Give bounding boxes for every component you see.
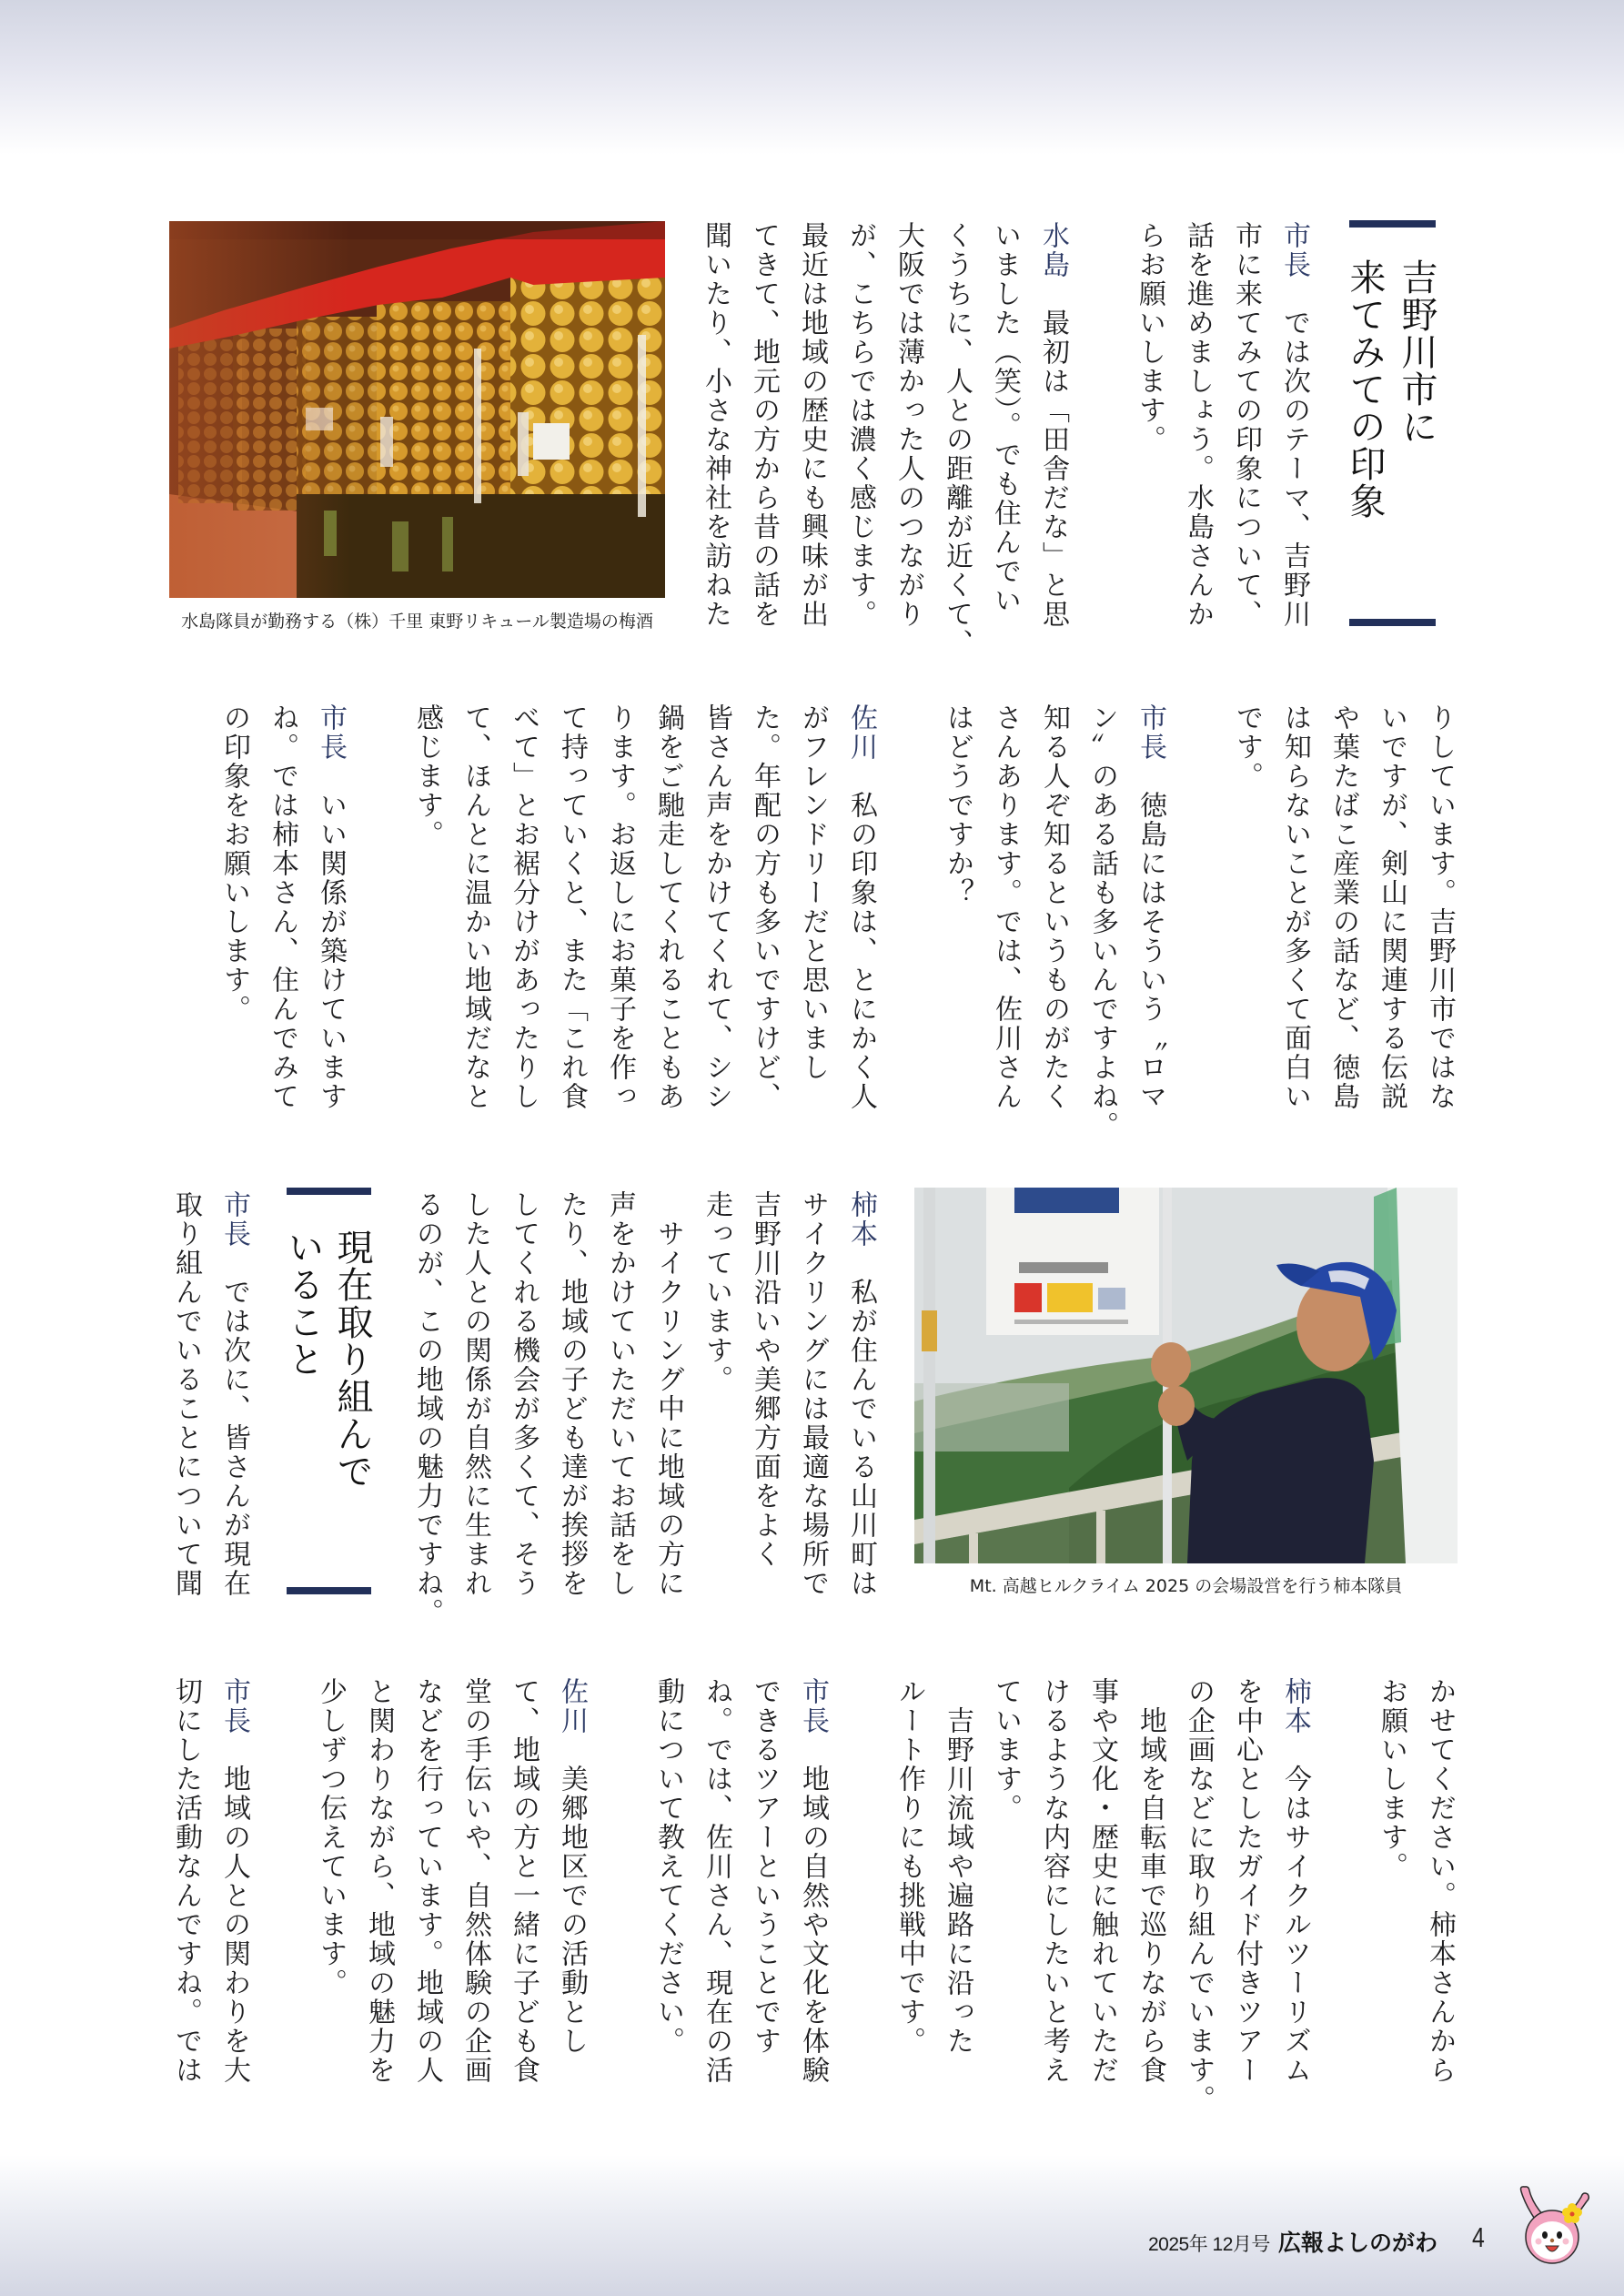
text-line [210, 1190, 258, 1645]
speaker-label: 佐川 [556, 1677, 588, 1735]
text-line: て、地域の方と一緒に子ども食 [508, 1677, 540, 2085]
text-line: かせてください。柿本さんから [1424, 1677, 1456, 2085]
photo-caption: Mt. 高越ヒルクライム 2025 の会場設営を行う柿本隊員 [969, 1576, 1403, 1596]
text-line: 切にした活動なんですね。では [170, 1677, 202, 2085]
text-line: るのが、この地域の魅力ですね。 [411, 1190, 443, 1627]
line-text: では次に、皆さんが現在 [218, 1249, 250, 1598]
mascot-character-icon [1514, 2184, 1590, 2266]
jar [377, 301, 513, 511]
text-line [210, 1677, 258, 2132]
text-line: してくれる機会が多くて、そう [508, 1190, 540, 1598]
text-line: が、こちらでは濃く感じます。 [844, 221, 876, 629]
text-line: の企画などに取り組んでいます。 [1183, 1677, 1215, 2114]
photo-pole-left [923, 1188, 935, 1563]
text-line: さんあります。では、佐川さん [990, 703, 1022, 1111]
speaker-label: 市長 [1135, 703, 1166, 762]
dialogue-block [403, 1190, 885, 1645]
text-line [789, 1677, 837, 2132]
text-line: いました（笑）。でも住んでい [989, 221, 1021, 615]
dialogue-paragraph-kakimoto [885, 1677, 1319, 2132]
text-line [837, 1190, 885, 1645]
line-text: 私の印象は、とにかく人 [845, 762, 877, 1111]
dialogue-block [162, 1677, 1464, 2132]
line-text: いい関係が築けています [315, 762, 347, 1111]
heading-bar-bottom [287, 1587, 371, 1594]
jar-liquid [297, 494, 665, 598]
speaker-label: 佐川 [845, 703, 877, 762]
dialogue-paragraph-sagawa [307, 1677, 596, 2132]
text-line: などを行っています。地域の人 [411, 1677, 443, 2085]
line-text: 徳島にはそういう〝ロマ [1135, 762, 1166, 1111]
text-line: お願いします。 [1376, 1677, 1407, 1881]
text-line: 取り組んでいることについて聞 [170, 1190, 202, 1598]
text-line: ルート作りにも挑戦中です。 [893, 1677, 925, 2056]
dialogue-block [210, 703, 1464, 1158]
text-line: ン〟のある話も多いんですよね。 [1086, 703, 1118, 1140]
text-line: た。年配の方も多いですけど、 [749, 703, 781, 1111]
text-line [1270, 221, 1318, 676]
text-line: 最近は地域の歴史にも興味が出 [796, 221, 828, 629]
heading-bar-bottom [1349, 619, 1436, 626]
text-line: を中心としたガイド付きツアー [1231, 1677, 1263, 2085]
speaker-label: 柿本 [845, 1190, 877, 1249]
speaker-label: 市長 [218, 1190, 250, 1249]
jar-tag [638, 335, 646, 517]
text-line [1126, 703, 1175, 1158]
text-line: 市に来てみての印象について、 [1230, 221, 1262, 629]
heading-line: いること [282, 1229, 324, 1378]
heading-line: 来てみての印象 [1344, 258, 1386, 520]
photo-person-hands [1151, 1342, 1191, 1388]
page-number: 4 [1472, 2221, 1485, 2253]
section-heading [1338, 258, 1442, 559]
photo-umeshu-jars [169, 221, 665, 598]
photo-hill-climb-venue [914, 1188, 1458, 1563]
text-line: 感じます。 [411, 703, 443, 849]
photo-umeshu-jars-image [169, 221, 665, 598]
text-line: けるような内容にしたいと考え [1038, 1677, 1070, 2085]
text-line: てきて、地元の方から昔の話を [748, 221, 780, 629]
heading-bar-top [1349, 220, 1436, 228]
photo-town-haze [914, 1383, 1069, 1451]
text-line: らお願いします。 [1134, 221, 1165, 454]
text-line [548, 1677, 596, 2132]
text-line: 吉野川沿いや美郷方面をよく [749, 1190, 781, 1569]
text-line [307, 703, 355, 1158]
line-text: 最初は「田舎だな」と思 [1037, 279, 1069, 629]
dialogue-paragraph-mayor [933, 703, 1175, 1158]
text-line: 少しずつ伝えています。 [315, 1677, 347, 1998]
jar-tag [474, 349, 481, 503]
heading-line: 吉野川市に [1396, 258, 1437, 445]
jar-label [533, 423, 570, 460]
dialogue-paragraph-continued [1223, 703, 1464, 1158]
text-line: 事や文化・歴史に触れていただ [1086, 1677, 1118, 2085]
text-line: がフレンドリーだと思いまし [797, 703, 829, 1082]
text-line: や葉たばこ産業の話など、徳島 [1327, 703, 1359, 1111]
dialogue-paragraph-mayor [162, 1677, 258, 2132]
text-line: 地域を自転車で巡りながら食 [1135, 1677, 1166, 2085]
text-line: 声をかけていただいてお話をし [604, 1190, 636, 1598]
text-line: 吉野川流域や遍路に沿った [942, 1677, 973, 2056]
text-line: サイクリングには最適な場所で [797, 1190, 829, 1598]
dialogue-paragraph-continued [1367, 1677, 1464, 2132]
dialogue-paragraph-mayor [162, 1190, 258, 1645]
speaker-label: 柿本 [1279, 1677, 1311, 1735]
text-line: の印象をお願いします。 [218, 703, 250, 1024]
dialogue-block [691, 221, 1318, 676]
text-line: ね。では、佐川さん、現在の活 [701, 1677, 732, 2085]
text-line: 堂の手伝いや、自然体験の企画 [459, 1677, 491, 2085]
speaker-label: 水島 [1037, 221, 1069, 279]
text-line: はどうですか？ [942, 703, 973, 907]
text-line: いですが、剣山に関連する伝説 [1376, 703, 1407, 1111]
text-line: 知る人ぞ知るというものがたく [1038, 703, 1070, 1111]
dialogue-paragraph-mayor [210, 703, 355, 1158]
text-line: 走っています。 [701, 1190, 732, 1394]
text-line: 聞いたり、小さな神社を訪ねた [700, 221, 731, 629]
line-text: 美郷地区での活動とし [556, 1735, 588, 2056]
line-text: 私が住んでいる山川町は [845, 1249, 877, 1598]
dialogue-paragraph-kakimoto [403, 1190, 885, 1645]
photo-hill-climb-venue-image [914, 1188, 1458, 1563]
text-line: できるツアーということです [749, 1677, 781, 2056]
dialogue-paragraph-mayor [644, 1677, 837, 2132]
text-line: くうちに、人との距離が近くて、 [941, 221, 973, 658]
speaker-label: 市長 [797, 1677, 829, 1735]
text-line: 話を進めましょう。水島さんか [1182, 221, 1214, 629]
speaker-label: 市長 [315, 703, 347, 762]
speaker-label: 市長 [1278, 221, 1310, 279]
text-line: サイクリング中に地域の方に [652, 1190, 684, 1598]
dialogue-paragraph-mayor [1125, 221, 1318, 676]
issue-date: 2025年 12月号 [1148, 2234, 1270, 2255]
text-line [1029, 221, 1077, 676]
heading-bar-top [287, 1188, 371, 1195]
text-line: した人との関係が自然に生まれ [459, 1190, 491, 1598]
text-line: べて」とお裾分けがあったりし [508, 703, 540, 1111]
publication-title: 広報よしのがわ [1278, 2230, 1438, 2256]
line-text: では次のテーマ、吉野川 [1278, 279, 1310, 629]
text-line: て持っていくと、また「これ食 [556, 703, 588, 1111]
line-text: 地域の自然や文化を体験 [797, 1735, 829, 2085]
photo-caption: 水島隊員が勤務する（株）千里 東野リキュール製造場の梅酒 [181, 612, 653, 632]
line-text: 地域の人との関わりを大 [218, 1735, 250, 2085]
dialogue-paragraph-sagawa [403, 703, 885, 1158]
heading-line: 現在取り組んで [331, 1229, 373, 1490]
text-line: たり、地域の子ども達が挨拶を [556, 1190, 588, 1598]
text-line: 皆さん声をかけてくれて、シシ [701, 703, 732, 1111]
section-heading [278, 1229, 377, 1529]
text-line: りしています。吉野川市ではな [1424, 703, 1456, 1111]
text-line: ります。お返しにお菓子を作っ [604, 703, 636, 1111]
text-line: ています。 [990, 1677, 1022, 1823]
text-line [837, 703, 885, 1158]
dialogue-paragraph-mizushima [691, 221, 1077, 676]
speaker-label: 市長 [218, 1677, 250, 1735]
text-line: ね。では柿本さん、住んでみて [267, 703, 298, 1111]
line-text: 今はサイクルツーリズム [1279, 1735, 1311, 2085]
text-line [1271, 1677, 1319, 2132]
text-line: 鍋をご馳走してくれることもあ [652, 703, 684, 1111]
text-line: て、ほんとに温かい地域だなと [459, 703, 491, 1111]
text-line: 動について教えてください。 [652, 1677, 684, 2056]
text-line: は知らないことが多くて面白い [1279, 703, 1311, 1111]
dialogue-block [162, 1190, 258, 1645]
text-line: 大阪では薄かった人のつながり [893, 221, 924, 629]
text-line: です。 [1231, 703, 1263, 791]
header-gradient-band [0, 0, 1624, 155]
text-line: と関わりながら、地域の魅力を [363, 1677, 395, 2085]
